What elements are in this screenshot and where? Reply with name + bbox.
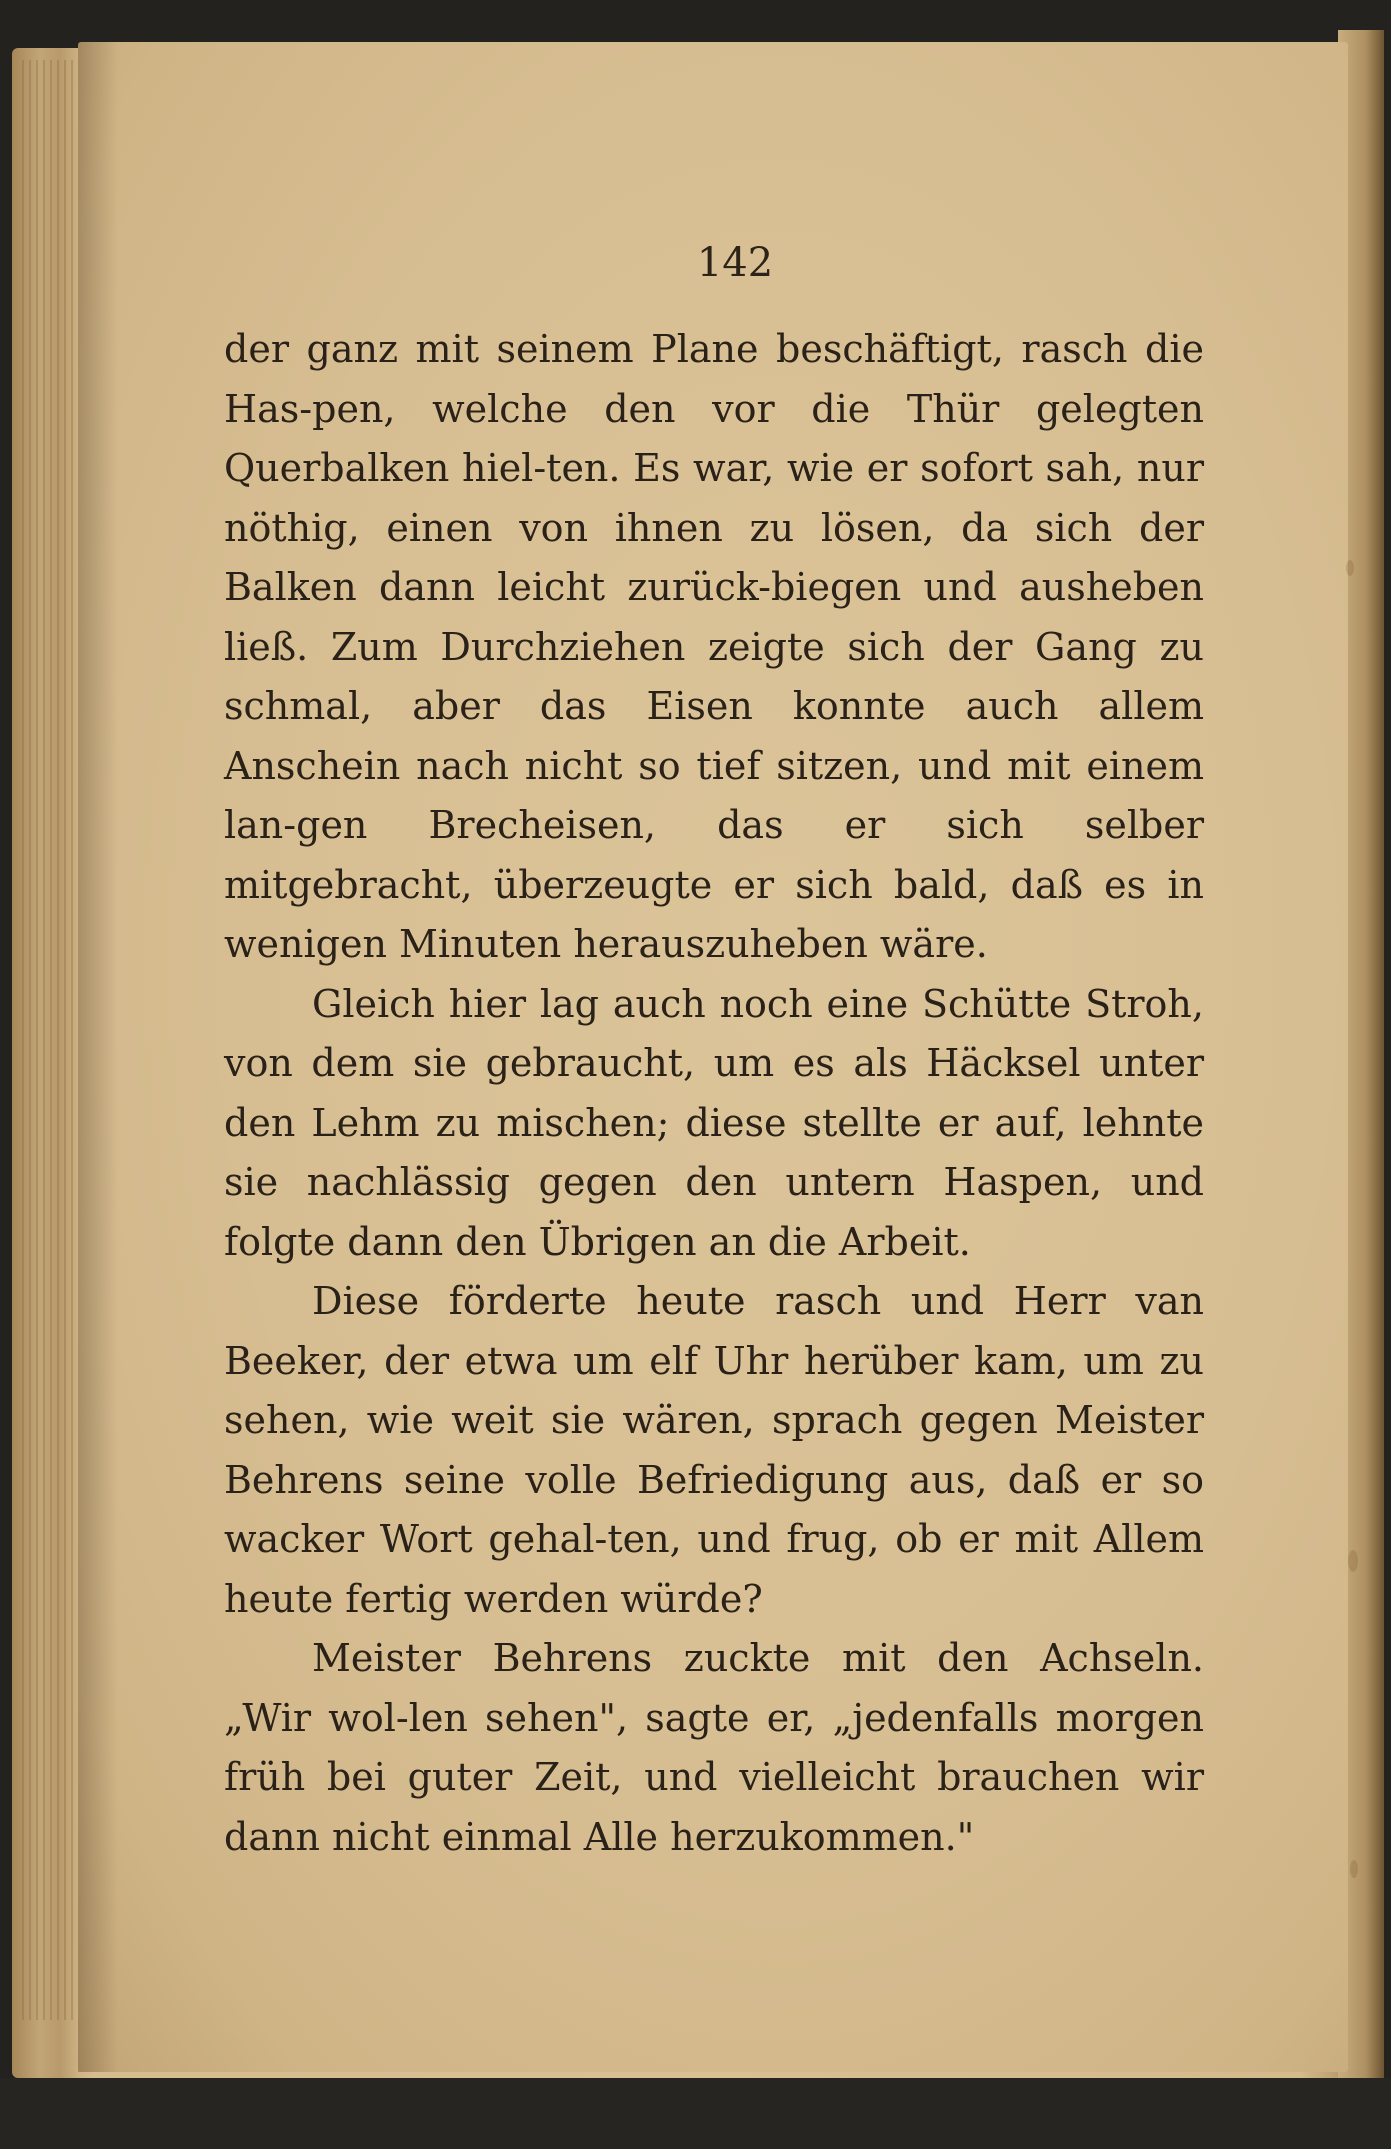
paragraph: Gleich hier lag auch noch eine Schütte Stroh, von dem sie gebraucht, um es als Häcksel unter den Lehm zu mischen; diese stellte er auf, lehnte sie nachlässig gegen den untern Haspen, und folgte dann den Übrigen an die Arbeit. (224, 981, 1204, 1264)
scan-bottom-band (0, 2078, 1391, 2149)
gutter-shadow (78, 42, 118, 2072)
paragraph: der ganz mit seinem Plane beschäftigt, rasch die Has-pen, welche den vor die Thür gelegten Querbalken hiel-ten. Es war, wie er sofort sah, nur nöthig, einen von ihnen zu lösen, da sich der Balken dann leicht zurück-biegen und ausheben ließ. Zum Durchziehen zeigte sich der Gang zu schmal, aber das Eisen konnte auch allem Anschein nach nicht so tief sitzen, und mit einem lan-gen Brecheisen, das er sich selber mitgebracht, überzeugte er sich bald, daß es in wenigen Minuten herauszuheben wäre. (224, 327, 1204, 966)
paragraph: Diese förderte heute rasch und Herr van Beeker, der etwa um elf Uhr herüber kam, um zu sehen, wie weit sie wären, sprach gegen Meister Behrens seine volle Befriedigung aus, daß er so wacker Wort gehal-ten, und frug, ob er mit Allem heute fertig werden würde? (224, 1279, 1204, 1621)
paper-stain (1348, 1550, 1358, 1572)
body-text (224, 320, 1204, 1867)
paragraph: Meister Behrens zuckte mit den Achseln. „Wir wol-len sehen", sagte er, „jedenfalls morgen früh bei guter Zeit, und vielleicht brauchen wir dann nicht einmal Alle herzukommen." (224, 1636, 1204, 1859)
page-edges (22, 60, 80, 2020)
page-number: 142 (696, 240, 774, 286)
paper-stain (1350, 1860, 1358, 1878)
paper-stain (1346, 560, 1354, 576)
